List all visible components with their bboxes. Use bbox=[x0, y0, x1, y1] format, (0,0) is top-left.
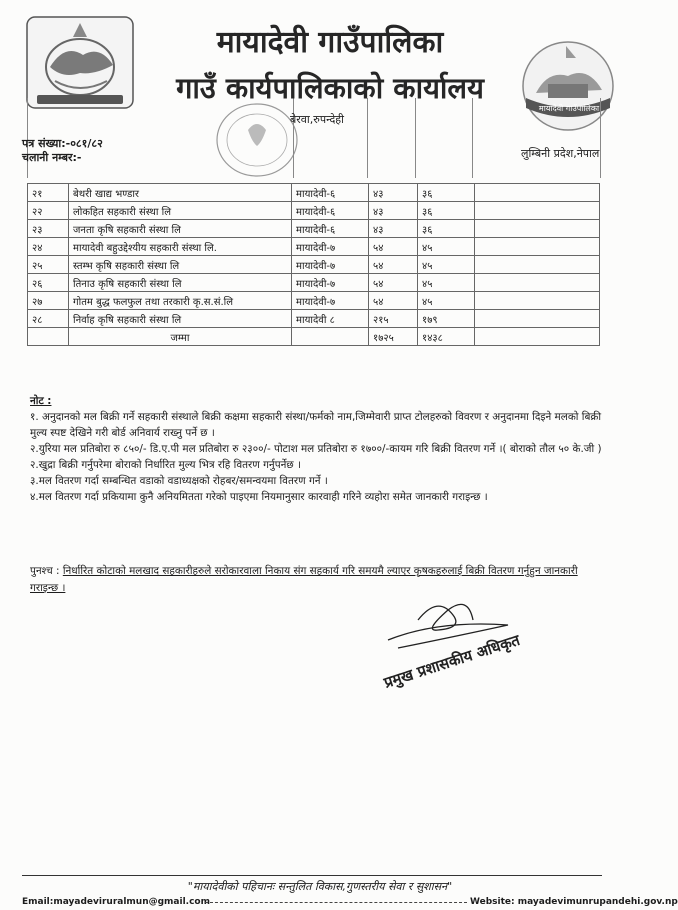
row-name: जनता कृषि सहकारी संस्था लि bbox=[69, 220, 292, 238]
table-row bbox=[28, 184, 600, 202]
row-value-b: ३६ bbox=[418, 220, 475, 238]
postscript-text: निर्धारित कोटाको मलखाद सहकारीहरुले सरोकारवाला निकाय संग सहकार्य गरि समयमै ल्याएर कृषकहरुलाई बिक्री वितरण गर्नुहुन जानकारी गराइन्छ । bbox=[30, 565, 578, 594]
row-value-a: ५४ bbox=[369, 292, 418, 310]
row-name: लोकहित सहकारी संस्था लि bbox=[69, 202, 292, 220]
postscript-prefix: पुनश्च : bbox=[30, 565, 60, 577]
total-value-b: १४३८ bbox=[418, 328, 475, 346]
row-value-a: ४३ bbox=[369, 220, 418, 238]
row-value-a: ४३ bbox=[369, 202, 418, 220]
table-row bbox=[28, 220, 600, 238]
total-row bbox=[28, 328, 600, 346]
row-value-a: ५४ bbox=[369, 256, 418, 274]
footer-website: Website: mayadevimunrupandehi.gov.np bbox=[470, 897, 678, 907]
row-value-a: ५४ bbox=[369, 274, 418, 292]
row-serial: २८ bbox=[28, 310, 69, 328]
notes-section bbox=[30, 393, 602, 505]
row-name: बेथरी खाद्य भण्डार bbox=[69, 184, 292, 202]
table-row bbox=[28, 310, 600, 328]
footer-dash bbox=[205, 902, 467, 903]
signature-title: प्रमुख प्रशासकीय अधिकृत bbox=[381, 630, 523, 692]
row-name: निर्वाह कृषि सहकारी संस्था लि bbox=[69, 310, 292, 328]
row-value-a: ४३ bbox=[369, 184, 418, 202]
office-stamp bbox=[212, 100, 302, 180]
row-value-a: २१५ bbox=[369, 310, 418, 328]
row-location: मायादेवी-७ bbox=[292, 238, 369, 256]
row-blank bbox=[475, 202, 600, 220]
table-row bbox=[28, 292, 600, 310]
signature bbox=[378, 590, 578, 700]
row-serial: २७ bbox=[28, 292, 69, 310]
municipality-logo-right bbox=[518, 38, 618, 133]
distribution-table bbox=[27, 183, 600, 346]
row-blank bbox=[475, 220, 600, 238]
row-value-b: ३६ bbox=[418, 184, 475, 202]
row-value-b: ३६ bbox=[418, 202, 475, 220]
note-item: ३.मल वितरण गर्दा सम्बन्धित वडाको वडाध्यक्षको रोहबर/समन्वयमा वितरण गर्ने । bbox=[30, 475, 328, 487]
row-value-b: ४५ bbox=[418, 274, 475, 292]
row-blank bbox=[475, 310, 600, 328]
reference-number: पत्र संख्या:-०८१/८२ bbox=[22, 137, 103, 150]
row-blank bbox=[475, 256, 600, 274]
row-name: स्तम्भ कृषि सहकारी संस्था लि bbox=[69, 256, 292, 274]
row-name: तिनाउ कृषि सहकारी संस्था लि bbox=[69, 274, 292, 292]
note-item: ४.मल वितरण गर्दा प्रकियामा कुनै अनियमितता गरेको पाइएमा नियमानुसार कारवाही गरिने व्यहोरा समेत जानकारी गराइन्छ । bbox=[30, 491, 488, 503]
row-value-b: ४५ bbox=[418, 292, 475, 310]
row-blank bbox=[475, 184, 600, 202]
row-location: मायादेवी-६ bbox=[292, 184, 369, 202]
note-item: १. अनुदानको मल बिक्री गर्ने सहकारी संस्थाले बिक्री कक्षमा सहकारी संस्था/फर्मको नाम,जिम्मेवारी प्राप्त टोलहरुको विवरण र अनुदानमा दिइने मलको बिक्री मुल्य स्पष्ट देखिने गरी बोर्ड अनिवार्य राख्नु पर्ने छ । bbox=[30, 411, 602, 439]
footer-slogan: "मायादेवीको पहिचानः सन्तुलित विकास,गुणस्तरीय सेवा र सुशासन" bbox=[187, 880, 453, 893]
row-location: मायादेवी-६ bbox=[292, 202, 369, 220]
note-item: २.युरिया मल प्रतिबोरा रु ८५०/- डि.ए.पी मल प्रतिबोरा रु २३००/- पोटाश मल प्रतिबोरा रु १७००/-कायम गरि बिक्री वितरण गर्ने ।( बोराको तौल ५० के.जी ) bbox=[30, 443, 602, 455]
row-value-b: ४५ bbox=[418, 238, 475, 256]
row-serial: २१ bbox=[28, 184, 69, 202]
total-value-a: १७२५ bbox=[369, 328, 418, 346]
row-name: मायादेवी बहुउद्देश्यीय सहकारी संस्था लि. bbox=[69, 238, 292, 256]
municipality-logo-left bbox=[25, 15, 135, 110]
row-serial: २३ bbox=[28, 220, 69, 238]
row-location: मायादेवी ८ bbox=[292, 310, 369, 328]
row-blank bbox=[475, 292, 600, 310]
notes-heading: नोट : bbox=[30, 395, 52, 407]
total-blank bbox=[475, 328, 600, 346]
total-blank bbox=[28, 328, 69, 346]
note-item: २.खुद्रा बिक्री गर्नुपरेमा बोराको निर्धारित मुल्य भित्र रहि वितरण गर्नुपर्नेछ । bbox=[30, 459, 301, 471]
row-location: मायादेवी-७ bbox=[292, 256, 369, 274]
row-serial: २४ bbox=[28, 238, 69, 256]
row-value-b: ४५ bbox=[418, 256, 475, 274]
footer-email: Email:mayadeviruralmun@gmail.com bbox=[22, 897, 210, 907]
row-serial: २५ bbox=[28, 256, 69, 274]
table-row bbox=[28, 238, 600, 256]
right-logo-text: मायादेवी गाउँपालिका bbox=[538, 104, 600, 113]
office-location: बेरवा,रुपन्देही bbox=[290, 113, 344, 126]
row-location: मायादेवी-७ bbox=[292, 292, 369, 310]
footer-divider bbox=[22, 875, 602, 876]
table-row bbox=[28, 202, 600, 220]
row-blank bbox=[475, 238, 600, 256]
table-row bbox=[28, 274, 600, 292]
row-serial: २२ bbox=[28, 202, 69, 220]
row-value-b: १७९ bbox=[418, 310, 475, 328]
row-value-a: ५४ bbox=[369, 238, 418, 256]
row-location: मायादेवी-६ bbox=[292, 220, 369, 238]
total-blank bbox=[292, 328, 369, 346]
municipality-title: मायादेवी गाउँपालिका bbox=[216, 25, 444, 60]
row-name: गोतम बुद्ध फलफुल तथा तरकारी कृ.स.सं.लि bbox=[69, 292, 292, 310]
province-label: लुम्बिनी प्रदेश,नेपाल bbox=[521, 147, 600, 160]
row-serial: २६ bbox=[28, 274, 69, 292]
table-row bbox=[28, 256, 600, 274]
row-blank bbox=[475, 274, 600, 292]
dispatch-number: चलानी नम्बर:- bbox=[22, 151, 82, 164]
total-label: जम्मा bbox=[69, 328, 292, 346]
row-location: मायादेवी-७ bbox=[292, 274, 369, 292]
office-subtitle: गाउँ कार्यपालिकाको कार्यालय bbox=[176, 71, 484, 105]
